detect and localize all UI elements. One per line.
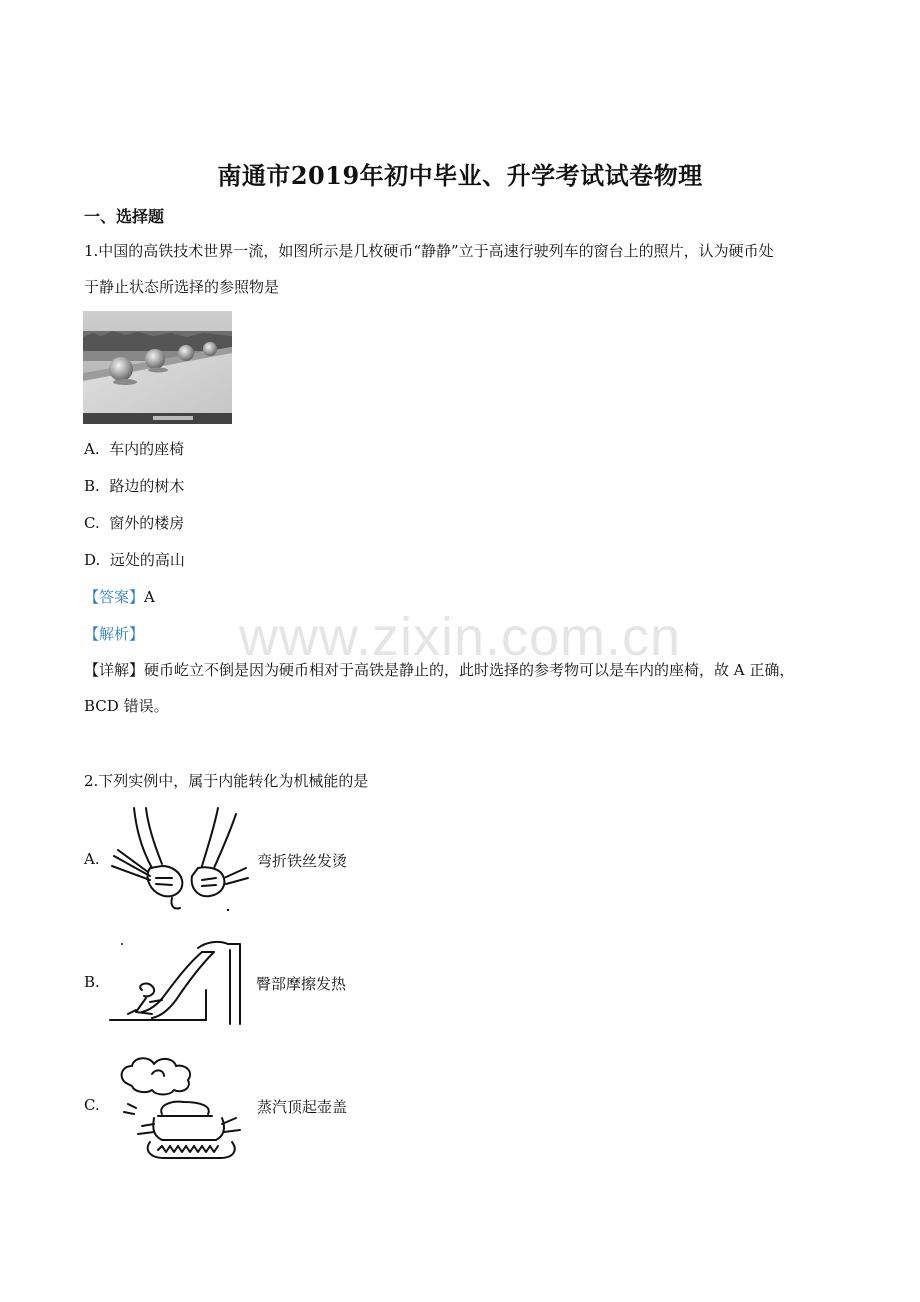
q1-option-b-text: 路边的树木 xyxy=(109,477,185,495)
coins-on-windowsill-photo xyxy=(83,311,232,424)
q1-option-d xyxy=(84,549,185,570)
answer-value: A xyxy=(144,588,155,606)
slide-illustration xyxy=(106,940,246,1026)
q1-option-c-text: 窗外的楼房 xyxy=(109,514,185,532)
q1-option-a xyxy=(84,438,184,459)
q2-option-c-text: 蒸汽顶起壶盖 xyxy=(257,1098,348,1116)
q2-option-b-text: 臀部摩擦发热 xyxy=(256,975,347,993)
q1-option-d-text: 远处的高山 xyxy=(109,551,185,569)
q1-detail-line2: BCD 错误。 xyxy=(84,697,169,715)
q1-option-b-label: B. xyxy=(84,477,100,495)
steam-kettle-illustration xyxy=(112,1054,252,1164)
q2-option-a-text: 弯折铁丝发烫 xyxy=(257,852,348,870)
bending-wire-illustration xyxy=(110,806,250,916)
q1-option-a-label: A. xyxy=(84,440,100,458)
watermark: www.zixin.com.cn xyxy=(238,607,682,667)
section-heading: 一、选择题 xyxy=(84,207,165,226)
q2-option-c-label: C. xyxy=(84,1096,100,1114)
page-title: 南通市2019年初中毕业、升学考试试卷物理 xyxy=(217,161,703,190)
q1-option-c xyxy=(84,512,184,533)
q2-option-b-label: B. xyxy=(84,973,100,991)
analysis-tag: 【解析】 xyxy=(84,625,145,643)
q2-option-a-label: A. xyxy=(84,850,100,868)
q1-option-a-text: 车内的座椅 xyxy=(109,440,185,458)
q1-option-c-label: C. xyxy=(84,514,100,532)
q1-detail-line1: 【详解】硬币屹立不倒是因为硬币相对于高铁是静止的，此时选择的参考物可以是车内的座椅，故 A 正确， xyxy=(84,661,795,679)
q1-answer xyxy=(84,586,155,607)
q1-stem-line1: 1.中国的高铁技术世界一流，如图所示是几枚硬币“静静”立于高速行驶列车的窗台上的照片，认为硬币处 xyxy=(84,242,774,260)
answer-tag: 【答案】 xyxy=(84,588,145,606)
q2-stem: 2.下列实例中，属于内能转化为机械能的是 xyxy=(84,772,369,790)
q1-option-d-label: D. xyxy=(84,551,101,569)
q1-stem-line2: 于静止状态所选择的参照物是 xyxy=(84,278,280,296)
q1-option-b xyxy=(84,475,184,496)
